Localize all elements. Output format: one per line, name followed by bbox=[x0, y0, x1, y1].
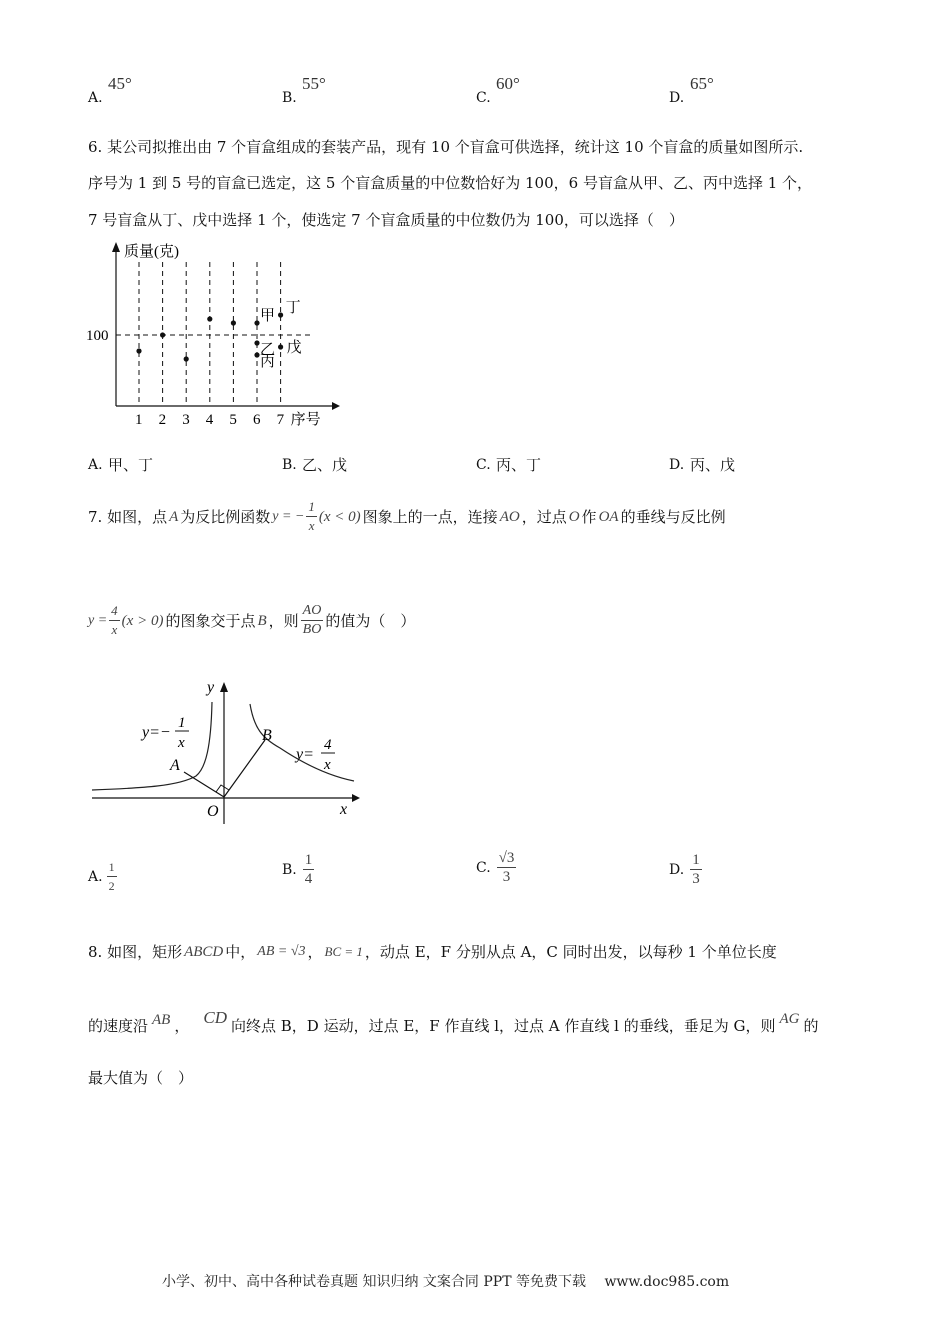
q7-option-b-fraction bbox=[303, 851, 315, 888]
footer-url[interactable]: www.doc985.com bbox=[604, 1274, 730, 1290]
q7-text-4: ，过点 bbox=[521, 507, 567, 526]
fig-f2-den: x bbox=[324, 757, 331, 773]
chart-x-tick-label: 1 bbox=[135, 412, 143, 428]
q7-formula-2-lhs: y = bbox=[88, 612, 108, 628]
q7-line-1 bbox=[88, 498, 726, 535]
chart-point-label: 丁 bbox=[285, 300, 301, 316]
q7-option-c bbox=[476, 849, 516, 886]
q6-option-a-value: 甲、丁 bbox=[108, 456, 154, 474]
chart-x-tick-label: 4 bbox=[205, 412, 214, 428]
q7-figure bbox=[84, 676, 374, 828]
chart-y-tick-label: 100 bbox=[86, 328, 109, 344]
q7-formula-2-fraction bbox=[109, 602, 120, 639]
q7-point-o: O bbox=[568, 508, 580, 525]
q8-comma-2: ， bbox=[174, 1017, 190, 1035]
q7-option-a-den: 2 bbox=[108, 879, 115, 893]
q7-text-5: 作 bbox=[581, 507, 597, 526]
q7-formula-1-den: x bbox=[308, 518, 315, 533]
q8-text-5: 向终点 B，D 运动，过点 E，F 作直线 l，过点 A 作直线 l 的垂线，垂足为 G，则 bbox=[230, 1017, 776, 1035]
q6-option-c-value: 丙、丁 bbox=[496, 456, 542, 474]
fig-label-o: O bbox=[207, 803, 219, 820]
fig-label-y: y bbox=[207, 679, 215, 696]
q7-point-a: A bbox=[169, 508, 179, 525]
q6-line-3: 7 号盲盒从丁、戊中选择 1 个，使选定 7 个盲盒质量的中位数仍为 100，可以选择（ ） bbox=[88, 211, 684, 229]
q7-text-1: 7. 如图，点 bbox=[88, 507, 168, 526]
q8-line-3: 最大值为（ ） bbox=[88, 1069, 194, 1087]
q7-formula-1-lhs: y = − bbox=[272, 508, 305, 524]
fig-f1-lhs: y=− bbox=[142, 724, 171, 741]
q8-ab: AB bbox=[152, 1012, 171, 1028]
chart-point-label: 戊 bbox=[286, 340, 302, 356]
q5-option-d-value: 65° bbox=[690, 74, 714, 93]
q7-point-b: B bbox=[257, 612, 267, 629]
q7-ratio-den: BO bbox=[302, 622, 322, 637]
fig-f1-den: x bbox=[178, 735, 185, 751]
chart-x-tick-label: 6 bbox=[253, 412, 261, 428]
right-angle-mark bbox=[216, 785, 229, 792]
q6-line-1: 6. 某公司拟推出由 7 个盲盒组成的套装产品，现有 10 个盲盒可供选择，统计这 10 个盲盒的质量如图所示. bbox=[88, 138, 804, 156]
chart-point bbox=[207, 316, 212, 321]
q8-bc-eq: BC = 1 bbox=[324, 944, 363, 959]
q7-option-c-den: 3 bbox=[502, 869, 511, 885]
q8-ab-eq: AB = √3 bbox=[257, 944, 306, 959]
q7-text-8: ，则 bbox=[268, 611, 299, 630]
chart-point bbox=[254, 352, 259, 357]
q7-formula-2-num: 4 bbox=[109, 602, 120, 621]
q7-formula-1-domain: (x < 0) bbox=[318, 508, 361, 525]
q6-option-a-letter: A. bbox=[88, 457, 103, 473]
q7-option-c-num: √3 bbox=[498, 850, 515, 866]
chart-point-label: 乙 bbox=[260, 342, 276, 358]
q8-line-1 bbox=[88, 942, 777, 962]
q5-option-c-letter: C. bbox=[476, 90, 491, 106]
q7-text-3: 图象上的一点，连接 bbox=[362, 507, 498, 526]
chart-x-axis-label: 序号 bbox=[290, 412, 321, 428]
q6-option-b-letter: B. bbox=[282, 457, 297, 473]
q7-text-2: 为反比例函数 bbox=[180, 507, 271, 526]
chart-point bbox=[254, 340, 259, 345]
chart-y-axis-label: 质量(克) bbox=[124, 244, 179, 260]
chart-y-axis-arrow bbox=[112, 242, 120, 252]
chart-point bbox=[160, 332, 165, 337]
chart-point bbox=[136, 348, 141, 353]
q8-text-4: 的速度沿 bbox=[88, 1017, 149, 1035]
q7-option-d-fraction bbox=[690, 851, 702, 888]
q5-option-a-value: 45° bbox=[108, 74, 132, 93]
q8-text-6: 的 bbox=[803, 1017, 819, 1035]
q7-text-6: 的垂线与反比例 bbox=[620, 507, 726, 526]
fig-f2-num: 4 bbox=[324, 737, 332, 753]
q7-option-b-den: 4 bbox=[304, 871, 313, 887]
q8-cd: CD bbox=[203, 1008, 227, 1027]
q7-option-d bbox=[669, 851, 702, 888]
q7-formula-2-den: x bbox=[111, 622, 118, 637]
q7-option-b bbox=[282, 851, 314, 888]
q6-option-c-letter: C. bbox=[476, 457, 491, 473]
chart-x-tick-label: 3 bbox=[182, 412, 190, 428]
q8-ag: AG bbox=[779, 1011, 800, 1027]
q7-option-b-letter: B. bbox=[282, 861, 297, 878]
chart-point bbox=[231, 320, 236, 325]
q7-text-7: 的图象交于点 bbox=[165, 611, 256, 630]
q6-option-b-value: 乙、戊 bbox=[302, 456, 348, 474]
chart-point bbox=[254, 320, 259, 325]
q6-scatter-chart bbox=[80, 238, 340, 430]
q8-comma-1: ， bbox=[307, 943, 323, 961]
q7-ao: AO bbox=[499, 508, 520, 525]
q7-option-c-letter: C. bbox=[476, 859, 491, 876]
footer bbox=[162, 1271, 729, 1291]
fig-f2-lhs: y= bbox=[296, 746, 314, 763]
q7-option-c-fraction bbox=[497, 849, 517, 886]
q6-option-d-value: 丙、戊 bbox=[690, 456, 736, 474]
q5-option-c-value: 60° bbox=[496, 74, 520, 93]
q7-formula-1-num: 1 bbox=[306, 498, 317, 517]
q7-option-b-num: 1 bbox=[304, 852, 313, 868]
chart-point-label: 甲 bbox=[260, 308, 276, 324]
x-axis-arrow bbox=[352, 794, 360, 802]
fig-label-a: A bbox=[170, 757, 180, 774]
q8-text-2: 中， bbox=[225, 943, 256, 961]
q7-ratio-num: AO bbox=[301, 602, 324, 621]
q7-text-9: 的值为（ ） bbox=[325, 611, 416, 630]
q5-option-a-letter: A. bbox=[88, 90, 103, 106]
q7-option-a-fraction bbox=[107, 858, 117, 895]
segment-ob bbox=[224, 740, 265, 797]
chart-x-tick-label: 7 bbox=[276, 412, 285, 428]
q5-option-d-letter: D. bbox=[669, 90, 685, 106]
q5-option-b-value: 55° bbox=[302, 74, 326, 93]
q7-option-d-letter: D. bbox=[669, 861, 685, 878]
q7-formula-2-domain: (x > 0) bbox=[121, 612, 164, 629]
chart-point bbox=[184, 356, 189, 361]
fig-label-x: x bbox=[340, 801, 348, 818]
q8-abcd: ABCD bbox=[184, 944, 224, 960]
q7-formula-1-fraction bbox=[306, 498, 317, 535]
fig-f1-num: 1 bbox=[178, 715, 186, 731]
chart-point bbox=[278, 312, 283, 317]
curve-left-hyperbola bbox=[92, 702, 212, 790]
q8-text-3: ，动点 E，F 分别从点 A，C 同时出发，以每秒 1 个单位长度 bbox=[364, 943, 777, 961]
q7-ratio-fraction bbox=[301, 602, 324, 639]
q5-option-b-letter: B. bbox=[282, 90, 297, 106]
segment-oa bbox=[184, 772, 224, 797]
q7-option-a-num: 1 bbox=[107, 858, 117, 877]
y-axis-arrow bbox=[220, 682, 228, 692]
q7-option-a bbox=[88, 858, 117, 895]
chart-x-tick-label: 2 bbox=[158, 412, 167, 428]
q6-option-d-letter: D. bbox=[669, 457, 685, 473]
q6-line-2: 序号为 1 到 5 号的盲盒已选定，这 5 个盲盒质量的中位数恰好为 100，6 号盲盒从甲、乙、丙中选择 1 个， bbox=[88, 174, 813, 192]
chart-point bbox=[278, 344, 283, 349]
q7-option-a-letter: A. bbox=[88, 868, 103, 885]
q8-line-2 bbox=[88, 1008, 819, 1036]
chart-x-tick-label: 5 bbox=[229, 412, 237, 428]
chart-x-axis-arrow bbox=[332, 402, 340, 410]
chart-point-label: 丙 bbox=[260, 354, 276, 370]
q7-option-d-num: 1 bbox=[692, 852, 700, 868]
fig-label-b: B bbox=[262, 727, 272, 744]
q8-text-1: 8. 如图，矩形 bbox=[88, 943, 183, 961]
q7-line-2 bbox=[88, 602, 415, 639]
footer-text: 小学、初中、高中各种试卷真题 知识归纳 文案合同 PPT 等免费下载 bbox=[162, 1274, 586, 1290]
q7-option-d-den: 3 bbox=[692, 871, 700, 887]
q7-oa: OA bbox=[598, 508, 619, 525]
